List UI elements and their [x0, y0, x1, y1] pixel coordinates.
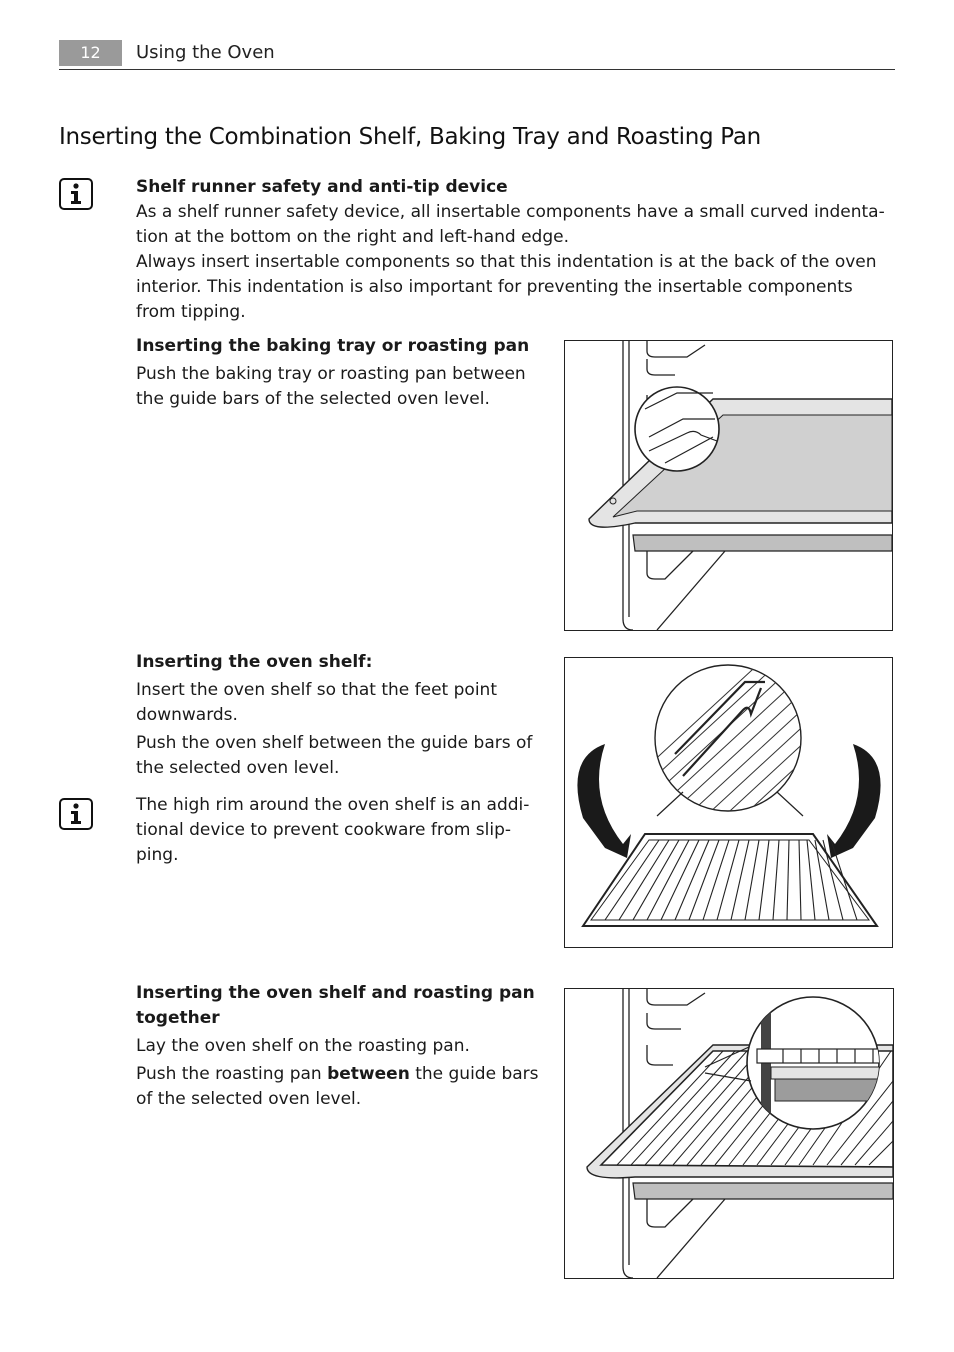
page-header	[59, 40, 895, 70]
shelf-text-2: Push the oven shelf between the guide bars of the selected oven level.	[136, 733, 533, 778]
info-icon	[59, 798, 93, 830]
combined-text-2: Push the roasting pan between the guide bars of the selected oven level.	[136, 1064, 539, 1109]
oven-shelf-illustration	[564, 657, 893, 948]
safety-section	[136, 175, 896, 325]
shelf-note: The high rim around the oven shelf is an addi-tional device to prevent cookware from slip-ping.	[136, 795, 530, 865]
combined-section	[136, 981, 546, 1112]
baking-tray-illustration	[564, 340, 893, 631]
page-title: Inserting the Combination Shelf, Baking Tray and Roasting Pan	[59, 124, 761, 150]
emphasis-between: between	[327, 1064, 410, 1084]
shelf-and-pan-illustration	[564, 988, 894, 1279]
page-number: 12	[59, 40, 122, 66]
safety-paragraph-1: As a shelf runner safety device, all insertable components have a small curved indenta-tion at the bottom on the right and left-hand edge.	[136, 202, 885, 247]
safety-paragraph-2: Always insert insertable components so that this indentation is at the back of the oven interior. This indentation is also important for preventing the insertable components from tipping.	[136, 252, 877, 322]
header-rule	[59, 69, 895, 70]
shelf-note-section	[136, 793, 546, 868]
shelf-text-1: Insert the oven shelf so that the feet point downwards.	[136, 680, 497, 725]
safety-heading: Shelf runner safety and anti-tip device	[136, 177, 508, 197]
shelf-heading: Inserting the oven shelf:	[136, 652, 373, 672]
tray-text: Push the baking tray or roasting pan between the guide bars of the selected oven level.	[136, 364, 526, 409]
tray-heading: Inserting the baking tray or roasting pan	[136, 336, 530, 356]
combined-heading: Inserting the oven shelf and roasting pan together	[136, 983, 535, 1028]
section-title: Using the Oven	[136, 42, 275, 63]
combined-text-1: Lay the oven shelf on the roasting pan.	[136, 1036, 470, 1056]
info-icon	[59, 178, 93, 210]
tray-section	[136, 334, 546, 412]
shelf-section	[136, 650, 546, 781]
